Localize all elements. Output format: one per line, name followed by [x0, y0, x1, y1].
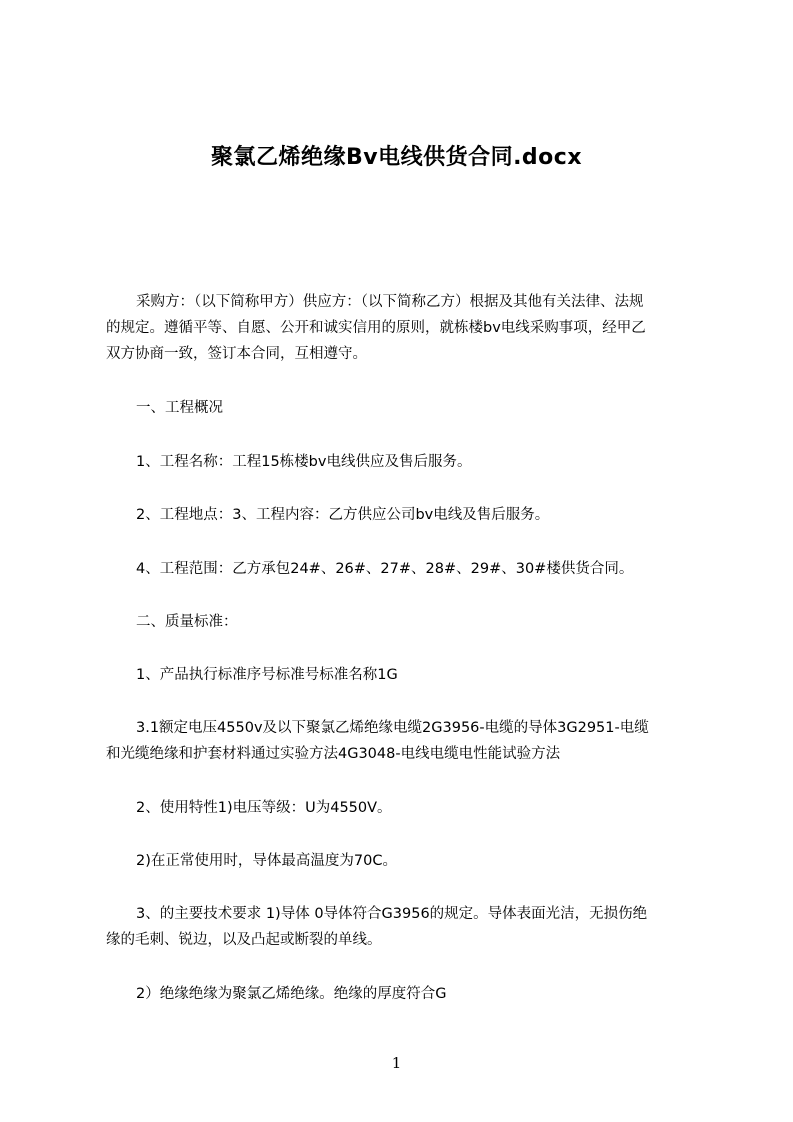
- project-scope-item: [106, 556, 698, 582]
- insulation-item: [106, 981, 698, 1007]
- section-heading-quality: [106, 609, 698, 635]
- document-title: 聚氯乙烯绝缘Bv电线供货合同.docx: [210, 145, 583, 170]
- project-name-item: [106, 449, 698, 475]
- intro-paragraph: [106, 289, 698, 367]
- section-heading-quality-text: 二、质量标准：: [136, 614, 238, 630]
- page-number: 1: [391, 1054, 402, 1072]
- intro-line-2: 的规定。遵循平等、自愿、公开和诚实信用的原则，就栋楼bv电线采购事项，经甲乙: [106, 320, 646, 336]
- project-location-text: 2、工程地点：3、工程内容：乙方供应公司bv电线及售后服务。: [136, 507, 550, 523]
- intro-line-3: 双方协商一致，签订本合同，互相遵守。: [106, 346, 367, 362]
- standard-item-3-1-line-1: 3.1额定电压4550v及以下聚氯乙烯绝缘电缆2G3956-电缆的导体3G2951-电缆: [136, 720, 649, 736]
- project-name-text: 1、工程名称：工程15栋楼bv电线供应及售后服务。: [136, 454, 472, 470]
- standard-item-1: [106, 662, 698, 688]
- max-temperature: [106, 848, 698, 874]
- project-location-item: [106, 502, 698, 528]
- project-scope-text: 4、工程范围：乙方承包24#、26#、27#、28#、29#、30#楼供货合同。: [136, 561, 634, 577]
- usage-characteristics-text: 2、使用特性1)电压等级：U为4550V。: [136, 800, 392, 816]
- max-temperature-text: 2)在正常使用时，导体最高温度为70C。: [136, 853, 397, 869]
- section-heading-overview: [106, 395, 698, 421]
- standard-item-3-1-line-2: 和光缆绝缘和护套材料通过实验方法4G3048-电线电缆电性能试验方法: [106, 746, 561, 762]
- intro-line-1: 采购方：（以下简称甲方）供应方：（以下简称乙方）根据及其他有关法律、法规: [136, 294, 644, 310]
- usage-characteristics: [106, 795, 698, 821]
- standard-item-3-1: [106, 715, 698, 767]
- technical-requirements-line-2: 缘的毛刺、锐边，以及凸起或断裂的单线。: [106, 932, 382, 948]
- insulation-item-text: 2）绝缘绝缘为聚氯乙烯绝缘。绝缘的厚度符合G: [136, 986, 447, 1002]
- section-heading-overview-text: 一、工程概况: [136, 400, 223, 416]
- technical-requirements: [106, 901, 698, 953]
- technical-requirements-line-1: 3、的主要技术要求 1)导体 0导体符合G3956的规定。导体表面光洁，无损伤绝: [136, 906, 648, 922]
- standard-item-1-text: 1、产品执行标准序号标准号标准名称1G: [136, 667, 398, 683]
